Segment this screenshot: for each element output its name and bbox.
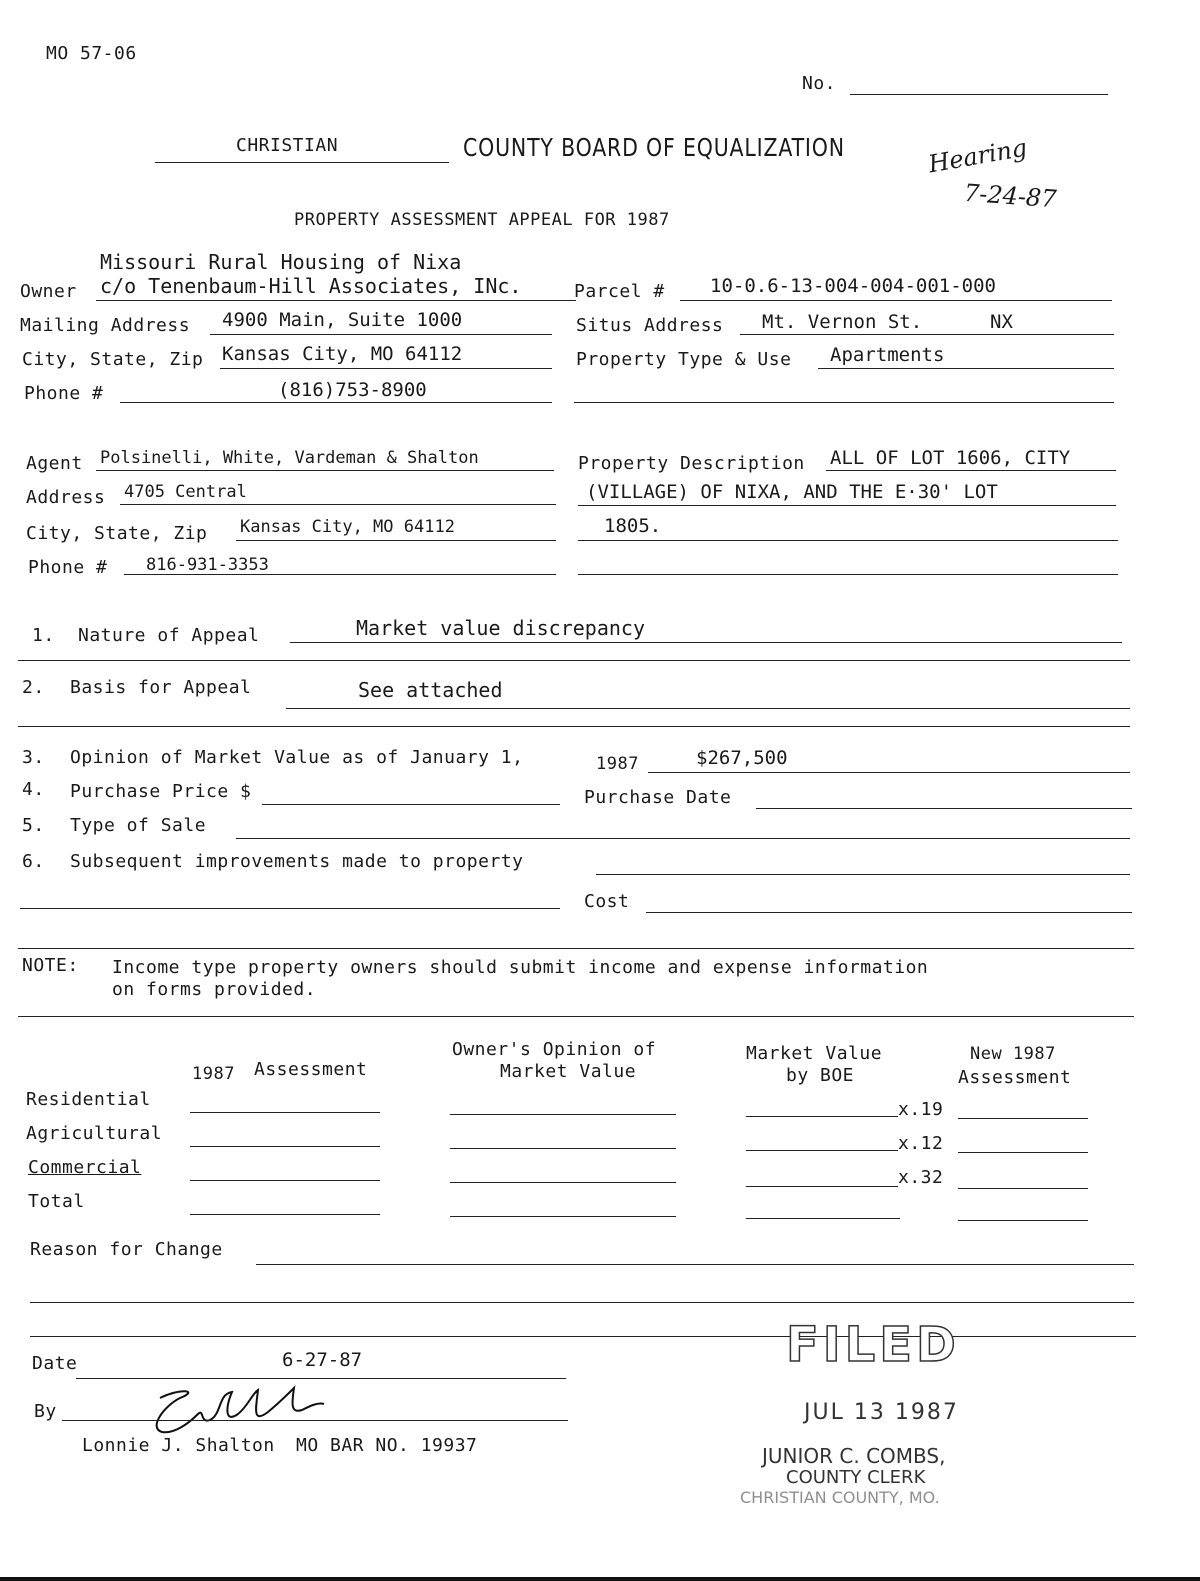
commercial-assessment-field[interactable] xyxy=(190,1180,380,1181)
row-label-commercial: Commercial xyxy=(28,1157,142,1178)
total-boe-field[interactable] xyxy=(746,1218,900,1219)
date-label: Date xyxy=(32,1353,78,1374)
agent-phone-value: 816-931-3353 xyxy=(146,555,269,575)
hearing-date-note: 7-24-87 xyxy=(963,178,1058,214)
improvements-line[interactable] xyxy=(596,874,1130,875)
agent-city-value: Kansas City, MO 64112 xyxy=(240,517,455,537)
assessment-year: 1987 xyxy=(192,1064,235,1084)
property-type-line[interactable] xyxy=(818,368,1114,369)
property-extra-line[interactable] xyxy=(574,402,1114,403)
item-1-number: 1. xyxy=(32,625,55,646)
opinion-of-value-label: Opinion of Market Value as of January 1, xyxy=(70,747,524,768)
property-description-rule3[interactable] xyxy=(578,540,1118,541)
clerk-title: COUNTY CLERK xyxy=(786,1467,926,1488)
form-code: MO 57-06 xyxy=(46,43,137,64)
reason-for-change-line1[interactable] xyxy=(256,1264,1134,1265)
opinion-year: 1987 xyxy=(596,754,639,774)
improvements-label: Subsequent improvements made to property xyxy=(70,851,524,872)
agent-city-label: City, State, Zip xyxy=(26,523,208,544)
improvements-line2[interactable] xyxy=(20,908,560,909)
purchase-price-label: Purchase Price $ xyxy=(70,781,252,802)
owner-city-line[interactable] xyxy=(220,368,552,369)
board-title: COUNTY BOARD OF EQUALIZATION xyxy=(463,133,845,162)
row-label-agricultural: Agricultural xyxy=(26,1123,163,1144)
nature-of-appeal-line2[interactable] xyxy=(18,660,1130,661)
property-description-label: Property Description xyxy=(578,453,805,474)
agent-address-label: Address xyxy=(26,487,106,508)
clerk-name: JUNIOR C. COMBS, xyxy=(762,1444,946,1468)
nature-of-appeal-value: Market value discrepancy xyxy=(356,616,645,640)
cost-line[interactable] xyxy=(646,912,1132,913)
agricultural-boe-field[interactable] xyxy=(746,1150,898,1151)
situs-address-label: Situs Address xyxy=(576,315,724,336)
nature-of-appeal-label: Nature of Appeal xyxy=(78,625,260,646)
basis-for-appeal-value: See attached xyxy=(358,678,503,702)
market-value-boe-header2: by BOE xyxy=(786,1065,855,1086)
agricultural-opinion-field[interactable] xyxy=(450,1148,676,1149)
opinion-of-value-line[interactable] xyxy=(648,772,1130,773)
item-5-number: 5. xyxy=(22,815,45,836)
agent-label: Agent xyxy=(26,453,83,474)
filed-stamp: FILED xyxy=(786,1317,960,1373)
filed-date: JUL 13 1987 xyxy=(804,1400,959,1425)
basis-for-appeal-label: Basis for Appeal xyxy=(70,677,252,698)
owner-city-value: Kansas City, MO 64112 xyxy=(222,343,463,365)
property-description-rule2[interactable] xyxy=(578,505,1116,506)
mailing-address-line[interactable] xyxy=(210,334,552,335)
owner-phone-value: (816)753-8900 xyxy=(278,379,427,401)
agent-name-line[interactable] xyxy=(96,470,554,471)
reason-for-change-line3[interactable] xyxy=(30,1336,1136,1337)
property-description-line3: 1805. xyxy=(604,515,662,537)
owner-phone-label: Phone # xyxy=(24,383,104,404)
agent-phone-label: Phone # xyxy=(28,557,108,578)
property-description-line2: (VILLAGE) OF NIXA, AND THE E·30' LOT xyxy=(586,481,998,503)
clerk-county: CHRISTIAN COUNTY, MO. xyxy=(740,1488,940,1507)
agent-city-line[interactable] xyxy=(236,540,556,541)
commercial-opinion-field[interactable] xyxy=(450,1182,676,1183)
note-line1: Income type property owners should submit income and expense information xyxy=(112,957,929,978)
row-label-residential: Residential xyxy=(26,1089,151,1110)
new-assessment-header1: New 1987 xyxy=(970,1044,1056,1064)
basis-for-appeal-line[interactable] xyxy=(286,708,1130,709)
type-of-sale-line[interactable] xyxy=(236,838,1130,839)
signer-name: Lonnie J. Shalton xyxy=(82,1435,275,1456)
county-line xyxy=(155,162,449,163)
residential-assessment-field[interactable] xyxy=(190,1112,380,1113)
residential-opinion-field[interactable] xyxy=(450,1114,676,1115)
owner-city-label: City, State, Zip xyxy=(22,349,204,370)
type-of-sale-label: Type of Sale xyxy=(70,815,207,836)
agent-name-value: Polsinelli, White, Vardeman & Shalton xyxy=(100,448,479,468)
owner-line[interactable] xyxy=(96,300,576,301)
item-6-number: 6. xyxy=(22,851,45,872)
item-4-number: 4. xyxy=(22,779,45,800)
number-label: No. xyxy=(802,73,837,94)
note-label: NOTE: xyxy=(22,955,79,976)
situs-address-value: Mt. Vernon St. xyxy=(762,311,923,333)
agent-address-line[interactable] xyxy=(120,504,556,505)
property-type-label: Property Type & Use xyxy=(576,349,792,370)
row-label-total: Total xyxy=(28,1191,85,1212)
assessment-header: Assessment xyxy=(254,1059,368,1080)
owner-label: Owner xyxy=(20,281,77,302)
situs-address-line[interactable] xyxy=(740,334,1114,335)
nature-of-appeal-line[interactable] xyxy=(290,642,1122,643)
signature-line[interactable] xyxy=(62,1420,568,1421)
new-assessment-header2: Assessment xyxy=(958,1067,1072,1088)
parcel-line[interactable] xyxy=(680,300,1112,301)
owner-name-line2: c/o Tenenbaum-Hill Associates, INc. xyxy=(100,274,522,298)
mailing-address-label: Mailing Address xyxy=(20,315,191,336)
total-opinion-field[interactable] xyxy=(450,1216,676,1217)
bar-number: MO BAR NO. 19937 xyxy=(296,1435,478,1456)
purchase-date-label: Purchase Date xyxy=(584,787,732,808)
situs-code: NX xyxy=(990,311,1013,333)
commercial-boe-field[interactable] xyxy=(746,1186,898,1187)
agricultural-factor: x.12 xyxy=(898,1133,944,1154)
owner-name-line1: Missouri Rural Housing of Nixa xyxy=(100,250,462,274)
note-divider xyxy=(18,1016,1134,1017)
purchase-date-line[interactable] xyxy=(756,808,1132,809)
basis-for-appeal-line2[interactable] xyxy=(18,726,1130,727)
item-2-number: 2. xyxy=(22,677,45,698)
total-assessment-field[interactable] xyxy=(190,1214,380,1215)
appeal-title: PROPERTY ASSESSMENT APPEAL FOR 1987 xyxy=(294,210,670,230)
county-name: CHRISTIAN xyxy=(236,135,339,156)
item-3-number: 3. xyxy=(22,747,45,768)
opinion-of-value-amount: $267,500 xyxy=(696,747,788,769)
page-bottom-edge xyxy=(0,1577,1200,1581)
residential-factor: x.19 xyxy=(898,1099,944,1120)
owner-phone-line[interactable] xyxy=(120,402,552,403)
number-line[interactable] xyxy=(850,94,1108,95)
commercial-factor: x.32 xyxy=(898,1167,944,1188)
date-value: 6-27-87 xyxy=(282,1349,363,1371)
by-label: By xyxy=(34,1401,57,1422)
mailing-address-value: 4900 Main, Suite 1000 xyxy=(222,309,463,331)
market-value-boe-header1: Market Value xyxy=(746,1043,883,1064)
total-new-field[interactable] xyxy=(958,1220,1088,1221)
reason-for-change-line2[interactable] xyxy=(30,1302,1134,1303)
note-line2: on forms provided. xyxy=(112,979,317,1000)
purchase-price-line[interactable] xyxy=(262,804,560,805)
agricultural-new-field[interactable] xyxy=(958,1152,1088,1153)
property-description-rule1[interactable] xyxy=(826,470,1116,471)
parcel-label: Parcel # xyxy=(574,281,665,302)
residential-boe-field[interactable] xyxy=(746,1116,898,1117)
owners-opinion-header1: Owner's Opinion of xyxy=(452,1039,657,1060)
owners-opinion-header2: Market Value xyxy=(500,1061,637,1082)
cost-label: Cost xyxy=(584,891,630,912)
agent-address-value: 4705 Central xyxy=(124,482,247,502)
hearing-note: Hearing xyxy=(926,133,1030,179)
residential-new-field[interactable] xyxy=(958,1118,1088,1119)
property-description-line1: ALL OF LOT 1606, CITY xyxy=(830,447,1071,469)
property-description-rule4[interactable] xyxy=(578,574,1118,575)
property-type-value: Apartments xyxy=(830,344,945,366)
reason-for-change-label: Reason for Change xyxy=(30,1239,223,1260)
agent-phone-line[interactable] xyxy=(124,574,556,575)
agricultural-assessment-field[interactable] xyxy=(190,1146,380,1147)
parcel-value: 10-0.6-13-004-004-001-000 xyxy=(710,275,996,297)
date-line[interactable] xyxy=(76,1378,566,1379)
signature-scrawl xyxy=(140,1384,340,1440)
commercial-new-field[interactable] xyxy=(958,1188,1088,1189)
section-divider xyxy=(18,948,1134,949)
